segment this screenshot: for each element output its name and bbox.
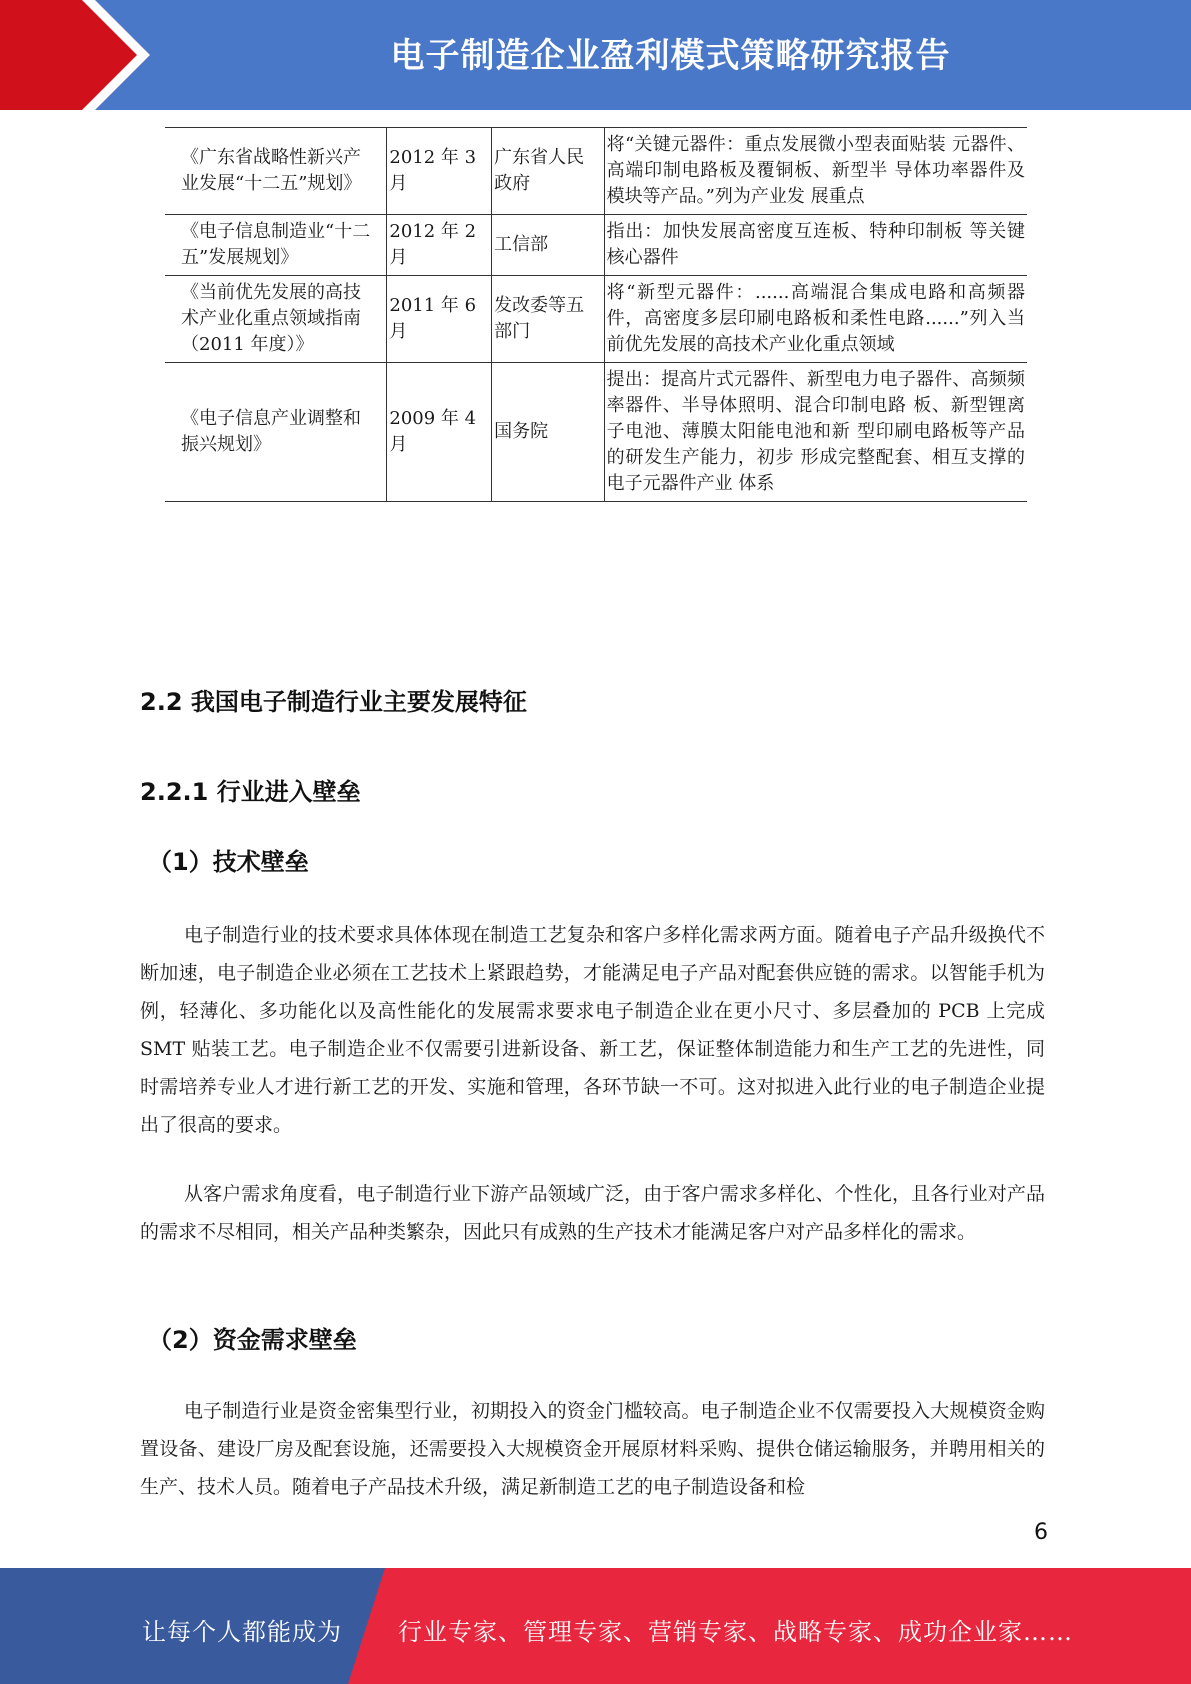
table-cell-date: 2011 年 6 月 xyxy=(387,276,492,363)
table-cell-document: 《电子信息制造业“十二五”发展规划》 xyxy=(165,215,387,276)
table-cell-document: 《电子信息产业调整和振兴规划》 xyxy=(165,363,387,502)
capital-barrier-heading: （2）资金需求壁垒 xyxy=(148,1326,357,1354)
table-cell-date: 2012 年 2 月 xyxy=(387,215,492,276)
table-cell-content: 提出：提高片式元器件、新型电力电子器件、高频频率器件、半导体照明、混合印制电路 板、新型锂离子电池、薄膜太阳能电池和新 型印刷电路板等产品的研发生产能力，初步 形成完整配套、相互支撑的电子元器件产业 体系 xyxy=(604,363,1027,502)
paragraph: 从客户需求角度看，电子制造行业下游产品领域广泛，由于客户需求多样化、个性化，且各行业对产品的需求不尽相同，相关产品种类繁杂，因此只有成熟的生产技术才能满足客户对产品多样化的需求。 xyxy=(140,1183,1045,1243)
table-cell-content: 指出：加快发展高密度互连板、特种印制板 等关键核心器件 xyxy=(604,215,1027,276)
paragraph: 电子制造行业的技术要求具体体现在制造工艺复杂和客户多样化需求两方面。随着电子产品升级换代不断加速，电子制造企业必须在工艺技术上紧跟趋势，才能满足电子产品对配套供应链的需求。以智能手机为例，轻薄化、多功能化以及高性能化的发展需求要求电子制造企业在更小尺寸、多层叠加的 PCB 上完成 SMT 贴装工艺。电子制造企业不仅需要引进新设备、新工艺，保证整体制造能力和生产工艺的先进性，同时需培养专业人才进行新工艺的开发、实施和管理，各环节缺一不可。这对拟进入此行业的电子制造企业提出了很高的要求。 xyxy=(140,924,1045,1136)
table-row xyxy=(165,128,1027,215)
table-cell-issuer: 工信部 xyxy=(492,215,605,276)
table-cell-issuer: 广东省人民政府 xyxy=(492,128,605,215)
table-cell-issuer: 发改委等五部门 xyxy=(492,276,605,363)
footer-slogan-left: 让每个人都能成为 xyxy=(142,1618,342,1646)
footer-slogan-right: 行业专家、管理专家、营销专家、战略专家、成功企业家…… xyxy=(398,1618,1073,1646)
table-row xyxy=(165,215,1027,276)
table-row xyxy=(165,276,1027,363)
table-cell-date: 2009 年 4 月 xyxy=(387,363,492,502)
table-cell-document: 《广东省战略性新兴产业发展“十二五”规划》 xyxy=(165,128,387,215)
table-row xyxy=(165,363,1027,502)
table-cell-content: 将“新型元器件：......高端混合集成电路和高频器件，高密度多层印刷电路板和柔性电路......”列入当前优先发展的高技术产业化重点领域 xyxy=(604,276,1027,363)
page-footer xyxy=(0,1568,1191,1684)
subsection-heading: 2.2.1 行业进入壁垒 xyxy=(140,778,361,806)
tech-barrier-heading: （1）技术壁垒 xyxy=(148,848,309,876)
page-number: 6 xyxy=(1034,1520,1048,1545)
section-heading: 2.2 我国电子制造行业主要发展特征 xyxy=(140,688,527,716)
policy-table xyxy=(165,127,1027,502)
report-title: 电子制造企业盈利模式策略研究报告 xyxy=(390,36,951,76)
table-cell-issuer: 国务院 xyxy=(492,363,605,502)
table-cell-date: 2012 年 3 月 xyxy=(387,128,492,215)
page-header xyxy=(0,0,1191,110)
table-cell-document: 《当前优先发展的高技术产业化重点领域指南（2011 年度）》 xyxy=(165,276,387,363)
paragraph: 电子制造行业是资金密集型行业，初期投入的资金门槛较高。电子制造企业不仅需要投入大规模资金购置设备、建设厂房及配套设施，还需要投入大规模资金开展原材料采购、提供仓储运输服务，并聘用相关的生产、技术人员。随着电子产品技术升级，满足新制造工艺的电子制造设备和检 xyxy=(140,1400,1045,1498)
table-cell-content: 将“关键元器件：重点发展微小型表面贴装 元器件、高端印制电路板及覆铜板、新型半 导体功率器件及模块等产品。”列为产业发 展重点 xyxy=(604,128,1027,215)
